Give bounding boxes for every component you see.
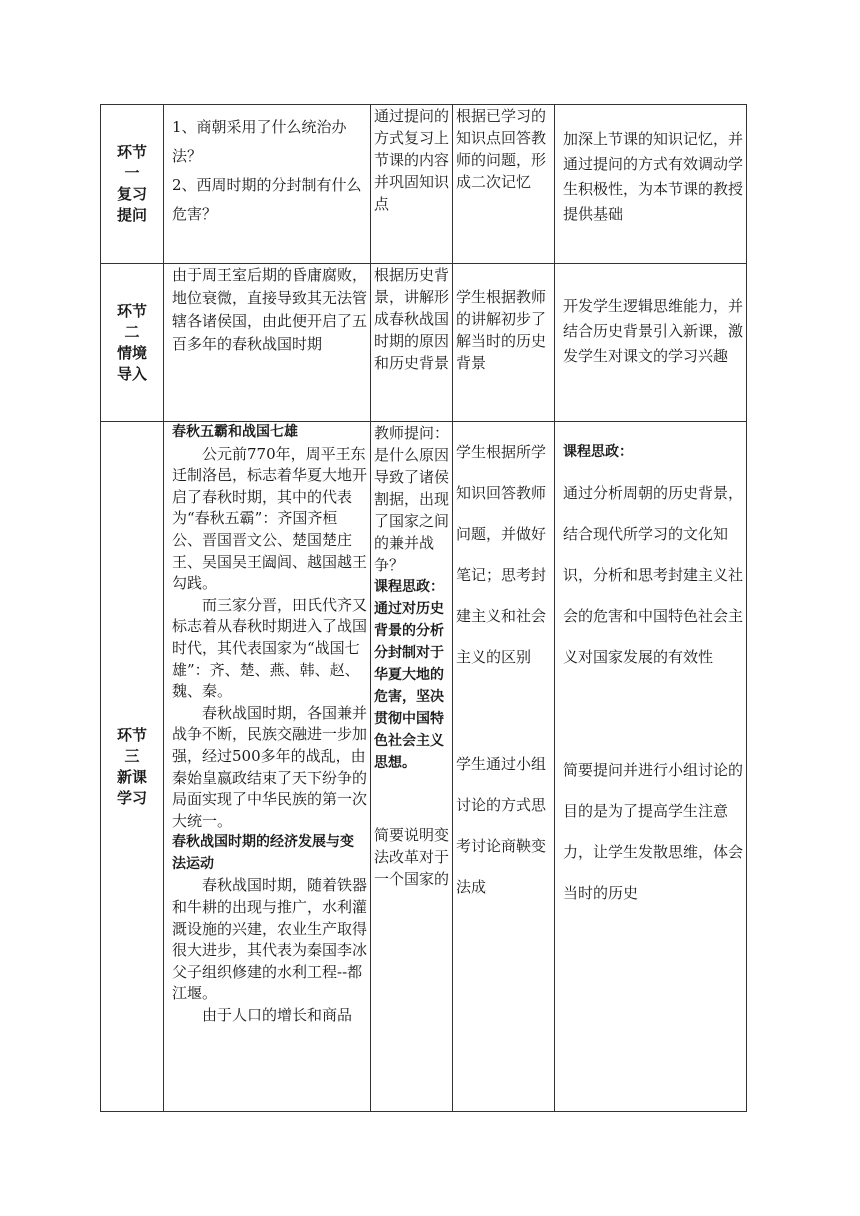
stage-line: 新课: [116, 767, 147, 786]
lesson-plan-table: [100, 104, 747, 1112]
ideology-label: 课程思政：: [563, 444, 633, 460]
stage-line: 导入: [116, 364, 147, 383]
intent-cell: [555, 422, 747, 1112]
student-activity: 根据已学习的知识点回答教师的问题，形成二次记忆: [456, 107, 547, 191]
stage-cell: [101, 105, 164, 264]
teacher-question-2: 简要说明变法改革对于一个国家的: [374, 826, 450, 888]
teacher-activity: 通过提问的方式复习上节课的内容并巩固知识点: [374, 107, 450, 213]
content-cell: [164, 264, 371, 422]
student-activity: 学生根据教师的讲解初步了解当时的历史背景: [456, 288, 547, 372]
content-cell: [164, 422, 371, 1112]
teacher-cell: [371, 105, 453, 264]
stage-line: 复习: [116, 185, 147, 203]
stage-cell: [101, 422, 164, 1112]
stage-line: 一: [124, 164, 140, 182]
stage-line: 三: [124, 746, 140, 765]
student-cell: [453, 105, 555, 264]
paragraph-1: 公元前770年，周平王东迁制洛邑，标志着华夏大地开启了春秋时期，其中的代表为“春秋五霸”：齐国齐桓公、晋国晋文公、楚国楚庄王、吴国吴王阖闾、越国越王勾践。: [172, 444, 368, 593]
student-activity: 学生根据所学知识回答教师问题，并做好笔记；思考封建主义和社会主义的区别: [456, 443, 547, 666]
section-heading-1: 春秋五霸和战国七雄: [172, 424, 298, 440]
ideology-note: 课程思政：通过对历史背景的分析分封制对于华夏大地的危害，坚决贯彻中国特色社会主义思想。: [374, 579, 444, 771]
intent-cell: [555, 105, 747, 264]
design-intent: 通过分析周朝的历史背景，结合现代所学习的文化知识，分析和思考封建主义社会的危害和中国特色社会主义对国家发展的有效性: [563, 484, 744, 666]
design-intent-2: 简要提问并进行小组讨论的目的是为了提高学生注意力，让学生发散思维，体会当时的历史: [563, 761, 744, 902]
teacher-question: 教师提问：是什么原因导致了诸侯割据，出现了国家之间的兼并战争？: [374, 424, 450, 574]
paragraph-3: 春秋战国时期，各国兼并战争不断，民族交融进一步加强，经过500多年的战乱，由秦始皇嬴政结束了天下纷争的局面实现了中华民族的第一次大统一。: [172, 703, 368, 830]
table-row: [101, 422, 747, 1112]
student-cell: [453, 264, 555, 422]
stage-cell: [101, 264, 164, 422]
table-row: [101, 264, 747, 422]
stage-line: 环节: [116, 725, 147, 744]
stage-line: 提问: [116, 206, 147, 224]
lesson-content: 由于周王室后期的昏庸腐败，地位衰微，直接导致其无法管辖各诸侯国，由此便开启了五百多年的春秋战国时期: [172, 266, 368, 353]
question-1: 1、商朝采用了什么统治办法？: [172, 118, 347, 165]
design-intent: 开发学生逻辑思维能力，并结合历史背景引入新课，激发学生对课文的学习兴趣: [563, 297, 744, 365]
stage-line: 情境: [116, 343, 147, 362]
teacher-cell: [371, 264, 453, 422]
teacher-activity: 根据历史背景，讲解形成春秋战国时期的原因和历史背景: [374, 266, 450, 372]
stage-line: 环节: [116, 143, 147, 161]
paragraph-5: 由于人口的增长和商品: [202, 1006, 353, 1025]
stage-line: 二: [124, 322, 140, 341]
student-cell: [453, 422, 555, 1112]
content-cell: [164, 105, 371, 264]
stage-line: 学习: [116, 788, 147, 807]
student-activity-2: 学生通过小组讨论的方式思考讨论商鞅变法成: [456, 755, 547, 896]
teacher-cell: [371, 422, 453, 1112]
stage-line: 环节: [116, 301, 147, 320]
question-2: 2、西周时期的分封制有什么危害？: [172, 176, 362, 223]
paragraph-4: 春秋战国时期，随着铁器和牛耕的出现与推广，水利灌溉设施的兴建，农业生产取得很大进步，其代表为秦国李冰父子组织修建的水利工程--都江堰。: [172, 876, 368, 1003]
paragraph-2: 而三家分晋，田氏代齐又标志着从春秋时期进入了战国时代，其代表国家为“战国七雄”：齐、楚、燕、韩、赵、魏、秦。: [172, 595, 368, 701]
table-row: [101, 105, 747, 264]
section-heading-2: 春秋战国时期的经济发展与变法运动: [172, 834, 354, 872]
design-intent: 加深上节课的知识记忆，并通过提问的方式有效调动学生积极性，为本节课的教授提供基础: [563, 130, 744, 223]
intent-cell: [555, 264, 747, 422]
